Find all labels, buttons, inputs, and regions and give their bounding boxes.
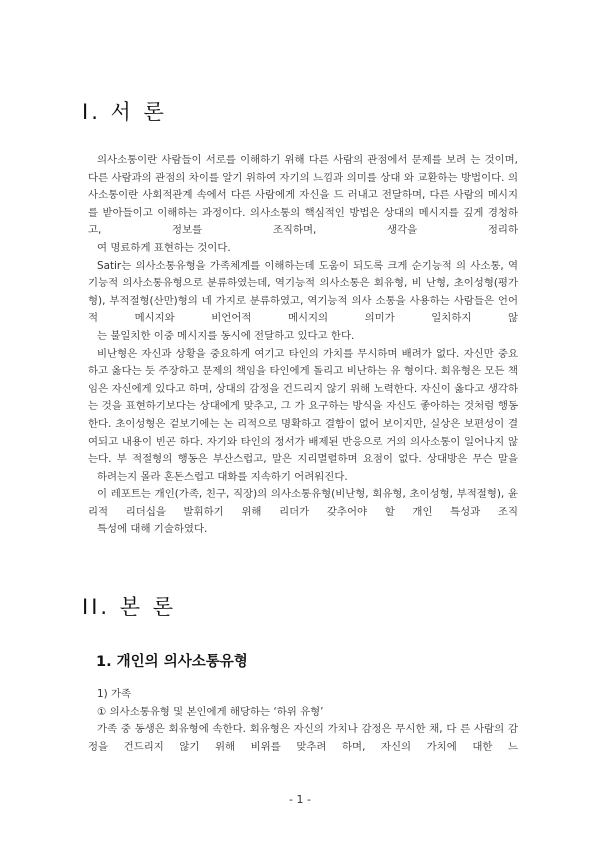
subsection-title: 1. 개인의 의사소통유형	[96, 654, 248, 670]
page-number: - 1 -	[289, 793, 311, 806]
subsection-body	[88, 686, 518, 756]
item-label: 1) 가족	[97, 688, 132, 700]
paragraph: Satir는 의사소통유형을 가족체계를 이해하는데 도움이 되도록 크게 순기능적 의 사소통, 역기능적 의사소통유형으로 분류하였는데, 역기능적 의사소통은 회유형, 비 난형, 초이성형(평가형), 부적절형(산만)형의 네 가지로 분류하였고, 역기능적 의사 소통을 사용하는 사람들은 언어적 메시지와 비언어적 메시지의 의미가 일치하지 않 는 불일치한 이중 메시지를 동시에 전달하고 있다고 한다.	[88, 259, 518, 342]
paragraph: 가족 중 동생은 회유형에 속한다. 회유형은 자신의 가치나 감정은 무시한 채, 다 른 사람의 감정을 건드리지 않기 위해 비위를 맞추려 하며, 자신의 가치에 대한 느	[88, 723, 518, 753]
section-title-introduction: I. 서 론	[82, 100, 167, 124]
introduction-body	[88, 152, 518, 539]
paragraph: 비난형은 자신과 상황을 중요하게 여기고 타인의 가치를 무시하며 배려가 없다. 자신만 중요하고 옳다는 듯 주장하고 문제의 책임을 타인에게 돌리고 비난하는 유 형이다. 회유형은 모든 책임은 자신에게 있다고 하며, 상대의 감정을 건드리지 않기 위해 노력한다. 자신이 옳다고 생각하는 것을 표현하기보다는 상대에게 맞추고, 그 가 요구하는 방식을 자신도 좋아하는 것처럼 행동한다. 초이성형은 겉보기에는 논 리적으로 명확하고 결함이 없어 보이지만, 실상은 보편성이 결여되고 내용이 빈곤 하다. 자기와 타인의 정서가 배제된 반응으로 거의 의사소통이 일어나지 않는다. 부 적절형의 행동은 부산스럽고, 말은 지리멸렬하며 요점이 없다. 상대방은 무슨 말을 하려는지 몰라 혼돈스럽고 대화를 지속하기 어려워진다.	[88, 347, 519, 483]
section-title-main-body: II. 본 론	[82, 595, 176, 619]
circled-item: ① 의사소통유형 및 본인에게 해당하는 ‘하위 유형’	[97, 705, 324, 718]
paragraph: 의사소통이란 사람들이 서로를 이해하기 위해 다른 사람의 관점에서 문제를 보려 는 것이며, 다른 사람과의 관점의 차이를 알기 위하여 자기의 느낌과 의미를 상대 와 교환하는 방법이다. 의사소통이란 사회적관계 속에서 다른 사람에게 자신을 드 러내고 전달하며, 다른 사람의 메시지를 받아들이고 이해하는 과정이다. 의사소통의 핵심적인 방법은 상대의 메시지를 깊게 경청하고, 정보를 조직하며, 생각을 정리하 여 명료하게 표현하는 것이다.	[88, 154, 518, 254]
paragraph: 이 레포트는 개인(가족, 친구, 직장)의 의사소통유형(비난형, 회유형, 초이성형, 부적절형), 윤리적 리더십을 발휘하기 위해 리더가 갖추어야 할 개인 특성과 조직 특성에 대해 기술하였다.	[88, 488, 518, 536]
